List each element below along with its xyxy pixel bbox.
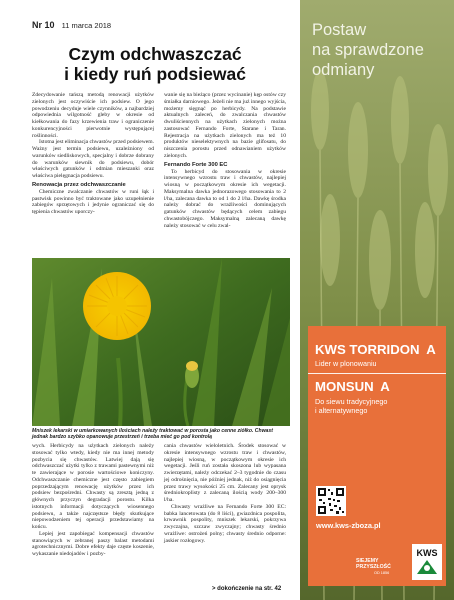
article-column-3 [32,443,154,558]
ad-headline-line-1: Postaw [312,21,367,39]
article-column-1 [32,92,154,216]
dandelion-photo [32,258,290,426]
paragraph: Chemiczne zwalczanie chwastów w runi łąk i pastwisk powinno być traktowane jako uzupełnienie zabiegów sprzętowych i jedynie ograniczać się do tępienia chwastów uporczy- [32,188,154,215]
paragraph: Zdecydowanie tańszą metodą renowacji użytków zielonych jest oczywiście ich podsiew. O jego powodzeniu decyduje wiele czynników, a najbardziej odpowiednia wilgotność gleby w okresie od kiełkowania do fazy krzewienia traw i ograniczenie konkurencyjności pierwotnie występującej roślinności. [32,92,154,139]
product-1-name [315,342,436,357]
kws-logo-icon [412,544,442,580]
product-2-description-line-2: i alternatywnego [315,406,368,415]
qr-code-icon[interactable] [316,486,346,516]
kws-logo-text: KWS [416,548,438,558]
paragraph: wanie się na bieżąco (przez wycinanie) kęp ostów czy śmiałka darniowego. Jeżeli nie ma już innego wyjścia, możemy sięgnąć po herbicydy. Na podstawie aktualnych zaleceń, do zwalczania chwastów dwuliściennych na użytkach zielonych można zastosować Fernando Forte, Starane i Taran. Rejestracja na użytkach zielonych ma też 10 produktów nieselektywnych na bazie glifosatu, do niszczenia porostu przed odnawianiem użytków zielonych. [164,92,286,159]
product-1-suffix: A [426,342,436,357]
ad-slogan [356,558,391,570]
paragraph: Chwasty wrażliwe na Fernando Forte 300 EC: babka lancetowata (do 8 liści), gwiazdnica pospolita, krwawnik pospolity, mniszek lekarski, pokrzywa zwyczajna, szczaw zwyczajny; chwasty średnio wrażliwe: ostrożeń polny; chwasty średnio odporne: jaskier rozłogowy. [164,503,286,544]
product-2-description-line-1: Do siewu tradycyjnego [315,397,388,406]
ad-since: OD 1856 [374,571,390,575]
paragraph: To herbicyd do stosowania w okresie intensywnego wzrostu traw i chwastów, najlepiej wiosną w początkowym okresie ich wegetacji. Maksymalna dawka jednorazowego stosowania to 2 l/ha, zalecana dawka to od 1 do 2 l/ha. Dawkę środka należy dobrać do wrażliwości dominujących gatunków chwastów będących celem zabiegu chwastobójczego. Maksymalną zalecaną dawkę należy stosować w celu zwal- [164,168,286,229]
issue-number: Nr 10 [32,20,55,30]
paragraph: wych. Herbicydy na użytkach zielonych należy stosować tylko wtedy, kiedy nie ma innej metody pozbycia się chwastów. Latwiej dają się odchwaszczać użytki tylko z trawami pastewnymi niż te zawierające w porosie wartościowe koniczyny. Odchwaszczanie chemiczne jest często zabiegiem poprzedzającym renowację użytków przez ich podsiew bezpośredni. Chwasty są zresztą jedną z głównych przyczyn degradacji porostu. Kilka istotnych informacji dotyczących wiosennego podsiewu, a także najczęstsze błędy skutkujące niepowodzeniem tej operacji przedstawiamy na końcu. [32,443,154,530]
paragraph: Lepiej jest zapobiegać kompensacji chwastów stanowiących w zebranej paszy balast metodami agrotechnicznymi. Dobre efekty daje częste koszenie, wykaszanie niedojadów i pozby- [32,530,154,557]
divider [308,373,446,374]
ad-headline-line-2: na sprawdzone [312,41,424,59]
product-2-name [315,379,390,394]
continued-note: > dokończenie na str. 42 [212,586,282,592]
title-line-1: Czym odchwaszczać [68,44,242,64]
product-1-description: Lider w plonowaniu [315,359,377,368]
photo-caption: Mniszek lekarski w umiarkowanych ilościach należy traktować w porosta jako cenne ziółko. Chwast jednak bardzo szybko opanowuje przestrzeń i trzeba mieć go pod kontrolą [32,428,273,440]
section-heading: Renowacja przez odchwaszczanie [32,181,126,188]
paragraph: cania chwastów wieloletnich. Środek stosować w okresie intensywnego wzrostu traw i chwastów, najlepiej wiosną, w początkowym okresie ich wegetacji. Jeśli ruń została skoszona lub wypasana zwierzętami, należy odczekać 2–3 tygodnie do czasu jej odrośnięcia, nie później jednak, niż do osiągnięcia przez trawy wysokości 25 cm. Zalecany jest oprysk średniokroplisty z zalecaną ilością wody 200–300 l/ha. [164,443,286,503]
ad-slogan-line-1: SIEJEMY [356,558,379,564]
product-1-name-text: KWS TORRIDON [315,342,420,357]
product-2-name-text: MONSUN [315,379,374,394]
product-2-description [315,397,387,415]
page-header [32,20,111,30]
title-line-2: i kiedy ruń podsiewać [64,64,246,84]
ad-headline-line-3: odmiany [312,61,375,79]
ad-slogan-line-2: PRZYSZŁOŚĆ [356,564,391,570]
advertisement [300,0,454,600]
ad-website-link[interactable]: www.kws-zboza.pl [316,521,381,530]
issue-date: 11 marca 2018 [61,21,112,30]
article-column-2 [164,92,286,229]
article-column-4 [164,443,286,544]
section-heading: Fernando Forte 300 EC [164,161,228,168]
ad-headline [312,20,424,80]
paragraph: Istotna jest eliminacja chwastów przed podsiewem. Ważny jest termin podsiewu, uzależniony od warunków siedliskowych, specjalny i dobrze dobrany do warunków siewnik do podsiewu, dobór właściwych gatunków i odmian mieszanki oraz właściwa pielęgnacja podsiewu. [32,139,154,179]
article-title [30,44,280,84]
product-2-suffix: A [380,379,390,394]
